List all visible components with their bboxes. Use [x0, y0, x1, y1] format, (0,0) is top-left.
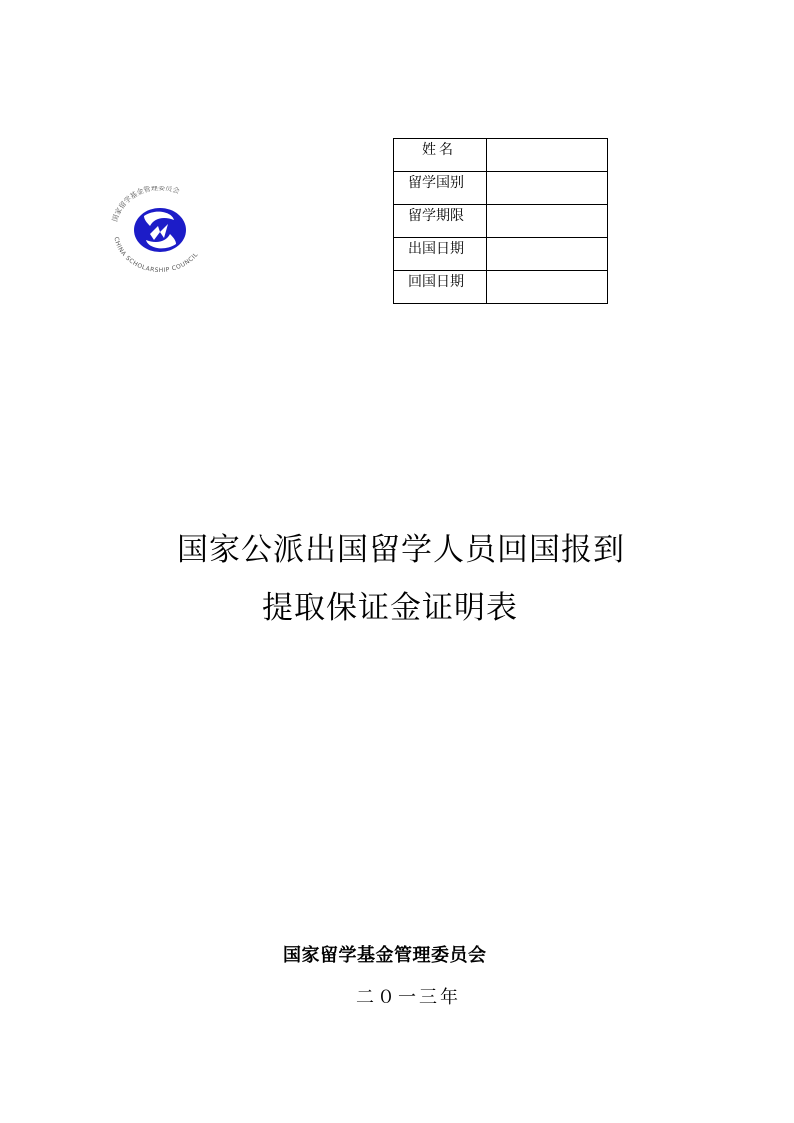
logo-en-arc-text: CHINA SCHOLARSHIP COUNCIL [112, 236, 200, 272]
field-departure-date[interactable] [487, 238, 608, 271]
issue-year: 二０一三年 [356, 987, 461, 1008]
table-row [394, 271, 608, 304]
table-row [394, 205, 608, 238]
label-return-date: 回国日期 [394, 271, 487, 304]
label-departure-date: 出国日期 [394, 238, 487, 271]
table-row [394, 172, 608, 205]
table-row [394, 139, 608, 172]
logo-cn-arc-text: 国家留学基金管理委员会 [110, 186, 181, 223]
table-row [394, 238, 608, 271]
field-study-period[interactable] [487, 205, 608, 238]
csc-logo-emblem [104, 186, 216, 272]
label-name: 姓名 [394, 139, 487, 172]
field-name[interactable] [487, 139, 608, 172]
issuing-organization: 国家留学基金管理委员会 [283, 945, 487, 966]
csc-logo [104, 186, 216, 272]
logo-blue-mark [134, 208, 186, 252]
label-study-country: 留学国别 [394, 172, 487, 205]
label-study-period: 留学期限 [394, 205, 487, 238]
field-study-country[interactable] [487, 172, 608, 205]
field-return-date[interactable] [487, 271, 608, 304]
document-title-line1: 国家公派出国留学人员回国报到 [177, 532, 625, 568]
document-title-line2: 提取保证金证明表 [262, 590, 518, 626]
info-table [393, 138, 608, 304]
